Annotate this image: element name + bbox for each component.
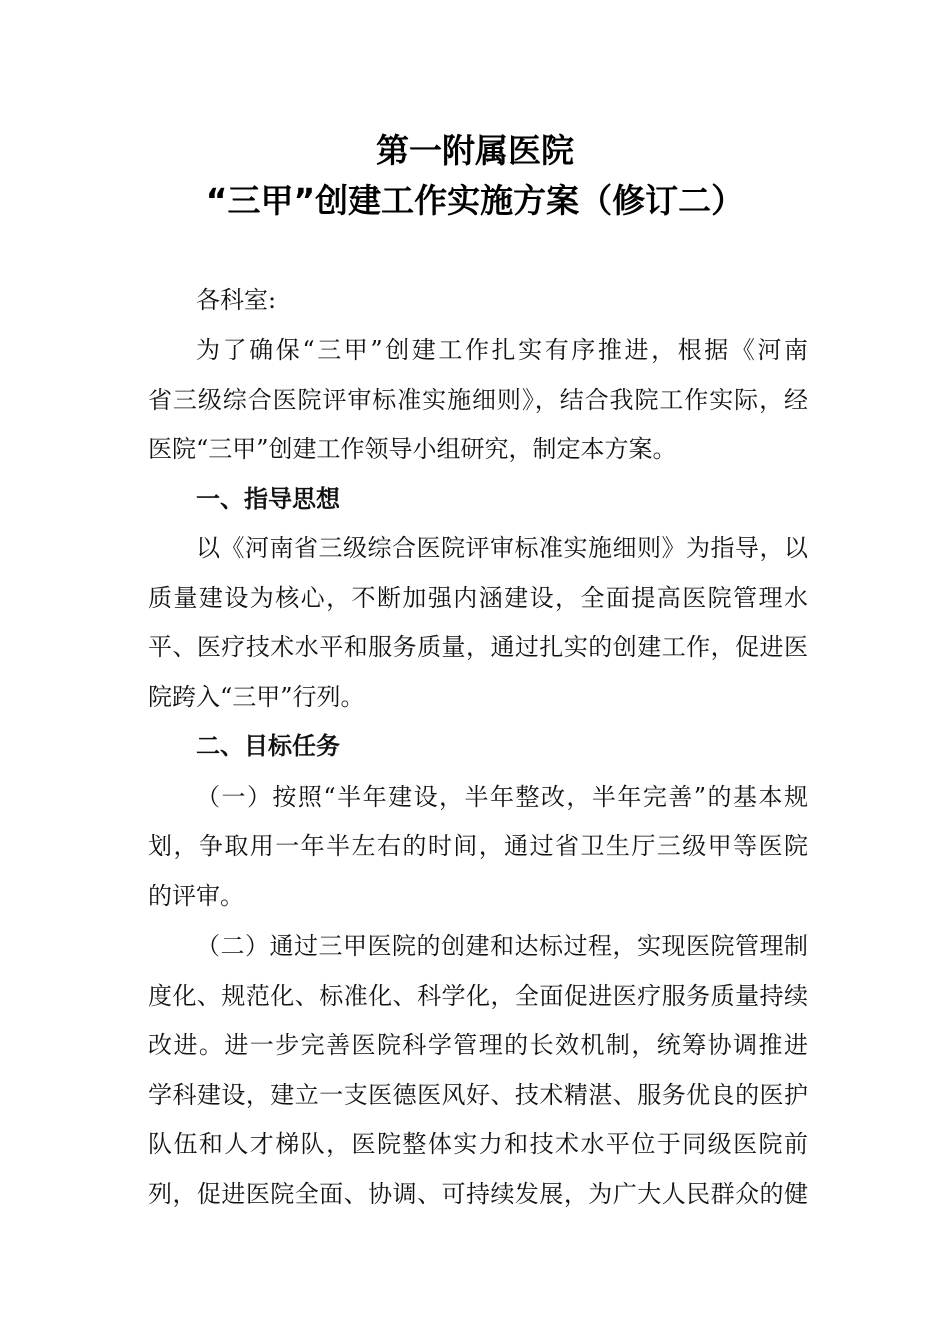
section-2-item-2-line-5: 队伍和人才梯队，医院整体实力和技术水平位于同级医院前 [148, 1130, 808, 1158]
intro-line-2: 省三级综合医院评审标准实施细则》，结合我院工作实际，经 [148, 386, 808, 414]
section-1-heading: 一、指导思想 [196, 485, 340, 513]
section-1-line-3: 平、医疗技术水平和服务质量，通过扎实的创建工作，促进医 [148, 633, 808, 661]
section-2-item-2-line-3: 改进。进一步完善医院科学管理的长效机制，统筹协调推进 [148, 1031, 808, 1059]
intro-line-1: 为了确保“三甲”创建工作扎实有序推进，根据《河南 [196, 336, 808, 364]
section-1-line-4: 院跨入“三甲”行列。 [148, 683, 365, 711]
section-2-item-1-line-3: 的评审。 [148, 882, 244, 910]
document-title-line-2: “三甲”创建工作实施方案（修订二） [205, 181, 745, 220]
section-2-item-2-line-4: 学科建设，建立一支医德医风好、技术精湛、服务优良的医护 [148, 1081, 808, 1109]
section-2-item-2-line-1: （二）通过三甲医院的创建和达标过程，实现医院管理制 [196, 932, 808, 960]
intro-line-3: 医院“三甲”创建工作领导小组研究，制定本方案。 [148, 435, 677, 463]
section-2-item-1-line-1: （一）按照“半年建设，半年整改，半年完善”的基本规 [196, 783, 808, 811]
document-title-line-1: 第一附属医院 [376, 131, 574, 170]
section-2-item-1-line-2: 划，争取用一年半左右的时间，通过省卫生厅三级甲等医院 [148, 832, 808, 860]
section-1-line-2: 质量建设为核心，不断加强内涵建设，全面提高医院管理水 [148, 584, 808, 612]
section-1-line-1: 以《河南省三级综合医院评审标准实施细则》为指导，以 [196, 534, 808, 562]
section-2-item-2-line-2: 度化、规范化、标准化、科学化，全面促进医疗服务质量持续 [148, 982, 808, 1010]
salutation: 各科室: [196, 286, 277, 314]
section-2-heading: 二、目标任务 [196, 732, 340, 760]
section-2-item-2-line-6: 列，促进医院全面、协调、可持续发展，为广大人民群众的健 [148, 1180, 808, 1208]
